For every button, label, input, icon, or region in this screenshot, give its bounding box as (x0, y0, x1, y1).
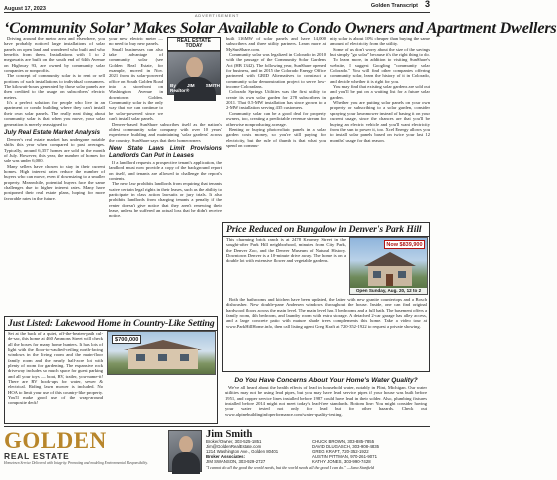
water-quality-text (225, 385, 427, 417)
paragraph: Colorado Springs Utilities was the first utility to create its own solar garden for 278 subscribers in 2011. That 0.5-MW installation has since grown to a 2-MW installation serving 435 customers. (226, 89, 326, 111)
article-column-4 (330, 36, 430, 143)
contact-left (206, 440, 306, 465)
article-column-2 (109, 36, 222, 219)
park-hill-text-bottom (226, 297, 427, 329)
photo-window (373, 271, 381, 278)
contact-line: KATHY JONES, 303-990-7428 (312, 458, 371, 464)
contact-block (206, 429, 430, 470)
agent-portrait-image (167, 51, 221, 95)
contact-line: Broker Associates: (206, 453, 246, 459)
column-2-body (109, 47, 163, 122)
portrait-head (179, 436, 193, 453)
paragraph: Denver's real estate market has undergone notable shifts this year when compared to past averages. Typically, around 6,357 homes are sold in the month of July. However, this year, the number of homes for sale was under 6,000. (4, 136, 105, 164)
contact-line: JIM SWANSON, 303-929-2727 (206, 458, 266, 464)
paragraph: Small businesses can also take advantage of community solar (see Golden Real Estate, for example, moved in Nov. 2021 from its solar-powered office on South Golden Road into a storefront on Washington Avenue in downtown Golden. Community solar is the only way that we can continue to be solar-powered since we can't install solar panels. (109, 46, 163, 122)
page-header (4, 0, 430, 13)
paragraph: We've all heard about the health effects of lead in household water, notably in Flint, Michigan. Our water utilities may not be using lead pipes, but you may have lead service pipes if your house was built before 1951, and copper service lines installed before 1987 could have lead in their solder. Also, plumbing fixtures installed before 2014 might not meet today's lead-free standards. Bottom line: You might consider having your water tested not only for lead but for other hazards. Check out www.alpinebuildinginfoperformance.com/water-quality-testing. (225, 385, 427, 417)
column-2-lead (109, 36, 163, 47)
paragraph: Both the bathrooms and kitchen have been updated, the latter with new granite countertops and a Bosch dishwasher. New double-pane Andersen windows throughout the house. Inside, one can find original hardwood floors across the main level. The main level has 3 bedrooms and a full bath. The basement offers a family room, 4th bedroom, and laundry room with extra storage. A detached 2-car garage has alley access, and a large concrete patio with mature shade trees complements this home. Take a video tour at www.ParkHillHome.info, then call listing agent Greg Kraft at 720-352-1922 to request a private showing. (226, 297, 427, 329)
jim-smith-portrait (168, 430, 202, 472)
photo-roof (364, 252, 416, 266)
footer-ad (4, 426, 430, 478)
paragraph: You may find that existing solar gardens are sold out and you'll be put on a waiting list for a future solar garden. (330, 84, 430, 100)
paragraph: built 116MW of solar panels and have 14,000 subscribers and three utility partners. Learn more at MySunShare.com. (226, 36, 326, 52)
paragraph: The concept of community solar is to rent or sell portions of such installations to individual consumers. The kilowatt-hours generated by those solar panels are then credited to the usage on subscribers' electric meters. (4, 73, 105, 100)
paragraph: Many sellers have chosen to stay in their current homes. High interest rates reduce the number of buyers who can move, even if downsizing to a smaller property. Meanwhile, potential buyers face the same challenges due to higher interest rates. Many have postponed their real estate plans, hoping for more favorable rates in the future. (4, 163, 105, 201)
logo-subtitle: REAL ESTATE (4, 451, 70, 461)
price-tag: Now $839,900 (384, 240, 425, 249)
portrait-torso (172, 452, 200, 474)
contact-line: 1214 Washington Ave., Golden 80401 (206, 448, 279, 454)
paper-name: Golden Transcript (370, 3, 418, 9)
logo-tagline: Hometown Service Delivered with Integrity. Promoting and modeling Environmental Responsibility. (4, 461, 148, 465)
contact-lines (206, 440, 430, 465)
water-quality-box (222, 375, 430, 423)
subhead-market-analysis: July Real Estate Market Analysis (4, 128, 101, 136)
paragraph: To learn more, in addition to visiting SunShare's website, I suggest Googling "community solar Colorado." You will find other companies offering community solar, learn the history of it in Colorado, and decide whether it is right for you. (330, 57, 430, 84)
open-house-banner: Open Sunday, Aug. 20, 12 to 2 (350, 288, 427, 294)
photo-window (136, 354, 145, 361)
contact-line: GREG KRAFT, 720-352-1922 (312, 448, 369, 454)
park-hill-text-top (226, 237, 346, 264)
contact-email-link[interactable]: Jim@GoldenRealEstate.com (206, 443, 262, 449)
paragraph: If a landlord requests a prospective tenant's application, the landlord must now provide a copy of the background report on itself, and tenants are allowed to challenge the report's contents. (109, 159, 222, 181)
paragraph: Some of us don't worry about the size of the savings but simply "go solar" because it's the right thing to do. (330, 46, 430, 58)
article-column-1 (4, 36, 105, 201)
paper-masthead (371, 0, 430, 12)
page-number: 3 (424, 0, 430, 9)
portrait-head (186, 57, 203, 78)
listing-price-badge: $700,000 (112, 335, 141, 344)
photo-window (398, 271, 406, 278)
logo-wordmark: GOLDEN (4, 428, 107, 453)
paragraph: Community solar was legalized in Colorado in 2010 with the passage of the Community Solar Gardens Act (HB 1342). The following year, SunShare opened for business, and in 2015 the Colorado Energy Office partnered with GRID Alternatives to construct a community solar demonstration project to serve low-income Coloradans. (226, 52, 326, 90)
just-listed-box (4, 316, 218, 424)
just-listed-text-top (8, 331, 103, 406)
contact-right (312, 440, 422, 465)
paragraph: This charming brick ranch is at 2478 Kearney Street in the sought-after Park Hill neighborhood, minutes from City Park, the Denver Zoo, and the Denver Museum of Natural History. Downtown Denver is a 10-minute drive away. The home is on a double lot with extensive flower and vegetable gardens. (226, 237, 346, 264)
contact-line: Broker/Owner, 303-525-1851 (206, 439, 262, 444)
paragraph: Renting or buying photovoltaic panels in a solar garden costs money, so you're still paying for electricity, but the rule of thumb is that what you spend on commu- (226, 126, 326, 148)
subhead-state-laws: New State Laws Limit Provisions Landlords Can Put in Leases (109, 144, 222, 159)
park-hill-home-photo (349, 237, 428, 295)
solar-article (4, 36, 430, 221)
lakewood-home-photo (107, 331, 216, 375)
photo-window (180, 354, 189, 361)
main-headline: ‘Community Solar’ Makes Solar Available to Condo Owners and Apartment Dwellers (4, 19, 557, 37)
agent-name: Jim Smith (206, 429, 253, 440)
logo-line: REAL ESTATE (177, 37, 211, 44)
photo-door (386, 274, 393, 286)
real-estate-today-logo (167, 37, 221, 51)
logo-line: TODAY (185, 43, 203, 50)
paragraph: Driving around the metro area and elsewhere, you have probably noticed large installations of solar panels on open land and wondered who built and who benefits from them. Installations with 1 to 2 megawatts are built on the south end of 64th Avenue on Highway 93, are owned by community solar companies or nonprofits. (4, 36, 105, 74)
paragraph: Community solar can be a good deal for property owners, too, creating a predictable revenue stream for otherwise nonproducing acreage. (226, 110, 326, 127)
paragraph: It's a perfect solution for people who live in an apartment or condo building where they can't install their own solar panels. The really neat thing about community solar is that when you move, your solar generation is merely reassigned to (4, 100, 105, 127)
portrait-caption: By JIM SMITH Realtor® (170, 83, 220, 93)
footer-quote: "I cannot do all the good the world needs, but the world needs all the good I can do." —Jana Stanfield (206, 464, 375, 470)
park-hill-box (222, 222, 430, 372)
photo-window (158, 354, 167, 361)
paragraph: Set at the back of a quiet, off-the-beaten-path cul-de-sac, this home at 460 Ammons Street will check all the boxes for many home hunters. It has lots of light with the floor-to-vaulted-ceiling north-facing windows in the living room and the main-floor family room and the nearly half-acre lot with plenty of room for gardening. The expansive rock driveway includes so much space for guest parking and all your toys — boat, RV, trailer, you-name-it! There are RV hook-ups for water, sewer & electrical. Riding lawn mower is included. No HOA to limit your use of this country-like property. You'll make good use of the wrap-around composite deck! (8, 331, 104, 406)
paragraph: your new electric meter — no need to buy new panels. (109, 36, 163, 47)
water-quality-title: Do You Have Concerns About Your Home's Water Quality? (234, 377, 418, 384)
paragraph: Whether you are putting solar panels on your own property or subscribing to a solar garden, consider spraying your lawnmower instead of basing it on your current usage, since the chances are that you'll be buying an electric vehicle and you'll want electricity from the sun to power it, too. Xcel Energy allows you to install solar panels based on twice your last 12 months' usage for that reason. (330, 100, 430, 143)
issue-date: August 17, 2023 (4, 6, 46, 12)
paragraph: Denver-based SunShare subscribes itself as the nation's oldest community solar company with over 10 years' experience building and maintaining 'solar gardens' across the country. SunShare says that their homeowners (109, 121, 222, 143)
paragraph: The new law prohibits landlords from requiring that tenants waive certain legal rights in their leases, such as the ability to participate in class action lawsuits or jury trials. It also prohibits landlords from charging tenants a penalty if the renter doesn't give notice that they aren't renewing their lease, unless he suffered an actual loss that he didn't receive notice. (109, 181, 222, 219)
contact-line: CHUCK BROWN, 303-885-7855 (312, 439, 375, 444)
contact-line: DAVID DLUGASCH, 303-908-4835 (312, 443, 380, 449)
contact-line: AUSTIN PITTMAN, 970-261-9071 (312, 453, 377, 459)
advertisement-label: ADVERTISEMENT (194, 13, 240, 18)
paragraph: nity solar is about 10% cheaper than buying the same amount of electricity from the utility. (330, 36, 430, 47)
golden-real-estate-logo (4, 430, 164, 470)
park-hill-title: Price Reduced on Bungalow in Denver's Park Hill (223, 223, 429, 237)
article-column-3 (226, 36, 326, 148)
just-listed-title: Just Listed: Lakewood Home in Country-Like Setting (5, 317, 217, 331)
